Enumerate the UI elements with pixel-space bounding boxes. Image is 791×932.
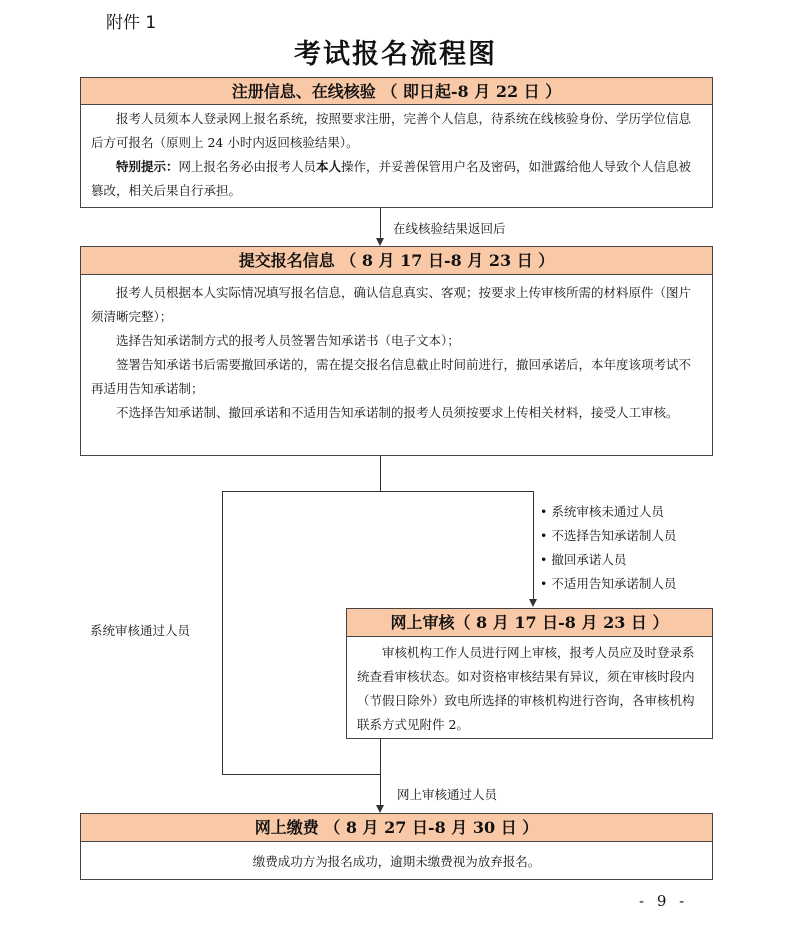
branch-stem-line <box>380 456 381 492</box>
page-number: - 9 - <box>639 892 689 910</box>
step3-box <box>346 608 713 739</box>
arrow1-label: 在线核验结果返回后 <box>393 221 506 236</box>
page-title: 考试报名流程图 <box>294 39 497 70</box>
branch-right-item: • 不选择告知承诺制人员 <box>540 528 677 543</box>
arrow-final-label: 网上审核通过人员 <box>397 787 498 802</box>
step4-header: 网上缴费 （ 8 月 27 日-8 月 30 日 ） <box>81 814 712 842</box>
branch-right-item-text: 不选择告知承诺制人员 <box>551 528 677 543</box>
branch-right-line <box>533 491 534 600</box>
branch-right-item: • 系统审核未通过人员 <box>540 504 664 519</box>
step1-paragraph: 报考人员须本人登录网上报名系统，按照要求注册，完善个人信息，待系统在线核验身份、学历学位信息后方可报名（原则上 24 小时内返回核验结果）。 <box>91 111 692 150</box>
step2-paragraph-3: 签署告知承诺书后需要撤回承诺的，需在提交报名信息截止时间前进行，撤回承诺后，本年度该项考试不再适用告知承诺制； <box>91 357 692 396</box>
step1-header: 注册信息、在线核验 （ 即日起-8 月 22 日 ） <box>81 78 712 105</box>
tip-text-bold: 本人 <box>316 159 342 174</box>
step1-tip <box>91 155 702 203</box>
step2-box <box>80 246 713 456</box>
step4-body <box>81 842 712 874</box>
branch-left-label: 系统审核通过人员 <box>90 623 191 638</box>
step3-header: 网上审核（ 8 月 17 日-8 月 23 日 ） <box>347 609 712 637</box>
step2-paragraph-2: 选择告知承诺制方式的报考人员签署告知承诺书（电子文本）； <box>116 333 460 348</box>
branch-right-item: • 撤回承诺人员 <box>540 552 627 567</box>
step2-paragraph-4: 不选择告知承诺制、撤回承诺和不适用告知承诺制的报考人员须按要求上传相关材料，接受人工审核。 <box>116 405 679 420</box>
tip-label: 特别提示： <box>116 159 179 174</box>
arrow1-line <box>380 208 381 239</box>
arrow1-head-icon <box>376 238 384 246</box>
branch-top-line <box>222 491 534 492</box>
step3-out-line <box>380 739 381 775</box>
branch-right-arrow-icon <box>529 599 537 607</box>
branch-right-item-text: 不适用告知承诺制人员 <box>551 576 677 591</box>
step2-body <box>81 275 712 425</box>
branch-right-item-text: 撤回承诺人员 <box>551 552 627 567</box>
branch-left-line <box>222 491 223 775</box>
step2-paragraph-1: 报考人员根据本人实际情况填写报名信息，确认信息真实、客观；按要求上传审核所需的材料原件（图片须清晰完整）； <box>91 285 692 324</box>
step3-body <box>347 637 712 737</box>
step4-paragraph: 缴费成功方为报名成功，逾期未缴费视为放弃报名。 <box>252 854 541 869</box>
step2-header: 提交报名信息 （ 8 月 17 日-8 月 23 日 ） <box>81 247 712 275</box>
attachment-label: 附件 1 <box>106 13 157 33</box>
arrow-final-line <box>380 775 381 807</box>
step1-box <box>80 77 713 208</box>
step1-body <box>81 105 712 203</box>
branch-bottom-line <box>222 774 381 775</box>
arrow-final-head-icon <box>376 805 384 813</box>
branch-right-item: • 不适用告知承诺制人员 <box>540 576 677 591</box>
tip-text-pre: 网上报名务必由报考人员 <box>178 159 317 174</box>
step4-box <box>80 813 713 880</box>
branch-right-item-text: 系统审核未通过人员 <box>551 504 664 519</box>
tip-text-post: 操作，并妥善保管用户名及密码，如泄露给他人导致个人信息被篡改，相关后果自行承担。 <box>91 159 692 198</box>
step3-paragraph: 审核机构工作人员进行网上审核，报考人员应及时登录系统查看审核状态。如对资格审核结果有异议，须在审核时段内（节假日除外）致电所选择的审核机构进行咨询，各审核机构联系方式见附件 2。 <box>357 645 695 732</box>
